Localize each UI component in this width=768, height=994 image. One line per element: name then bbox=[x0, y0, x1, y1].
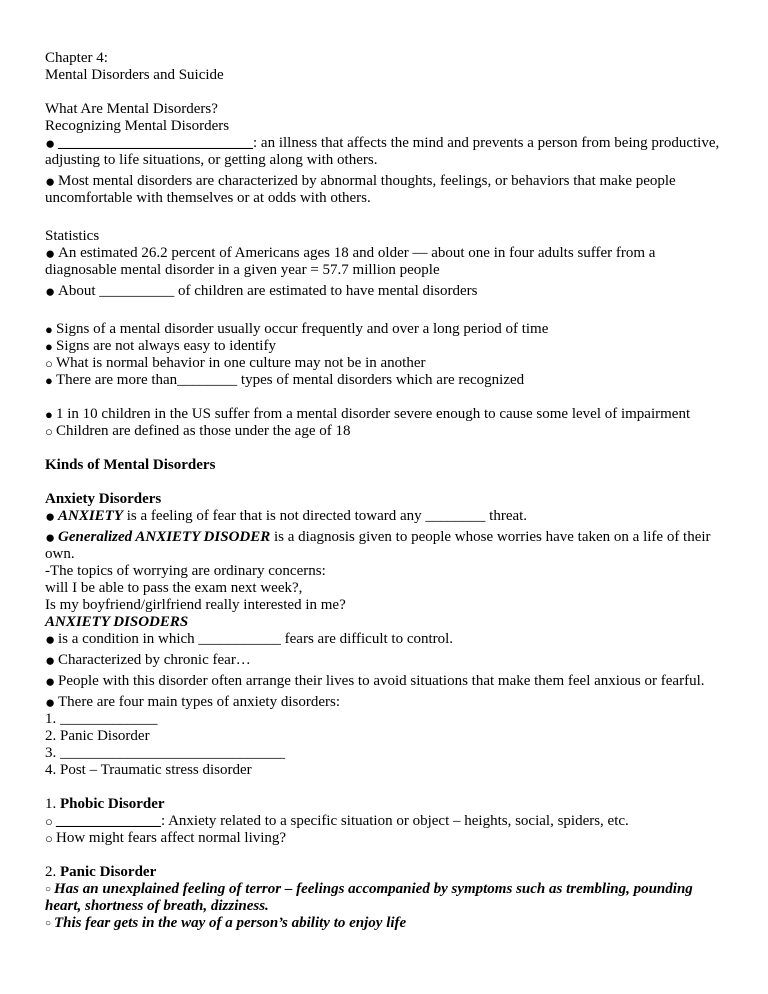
filled-bullet-icon: ● bbox=[45, 672, 56, 691]
panic-number: 2. bbox=[45, 864, 60, 880]
statistics-heading: Statistics bbox=[45, 228, 100, 244]
list-item-text: About __________ of children are estimated to have mental disorders bbox=[58, 283, 478, 299]
topic-example: will I be able to pass the exam next week?, bbox=[45, 580, 303, 596]
filled-bullet-icon: ● bbox=[45, 322, 53, 337]
filled-bullet-icon: ● bbox=[45, 507, 56, 526]
list-item-text: Characterized by chronic fear… bbox=[58, 652, 251, 668]
list-item-text: is a feeling of fear that is not directed toward any ________ threat. bbox=[123, 508, 528, 524]
filled-bullet-icon: ● bbox=[45, 407, 53, 422]
list-item bbox=[45, 652, 725, 669]
definition-blank: __________________________ bbox=[58, 135, 253, 151]
list-item-text: is a diagnosis given to people whose worries have taken on a life of their own. bbox=[45, 529, 711, 562]
filled-bullet-icon: ● bbox=[45, 528, 56, 547]
list-item-text: Most mental disorders are characterized by abnormal thoughts, feelings, or behaviors that make people uncomfortable with themselves or at odds with others. bbox=[45, 173, 676, 206]
hollow-bullet-icon: ○ bbox=[45, 814, 53, 829]
filled-bullet-icon: ● bbox=[45, 630, 56, 649]
filled-bullet-icon: ● bbox=[45, 339, 53, 354]
list-item-text: How might fears affect normal living? bbox=[56, 830, 287, 846]
topic-example: Is my boyfriend/girlfriend really interested in me? bbox=[45, 597, 346, 613]
filled-bullet-icon: ● bbox=[45, 373, 53, 388]
section-subheading: Recognizing Mental Disorders bbox=[45, 118, 230, 134]
section-heading: What Are Mental Disorders? bbox=[45, 101, 218, 117]
list-item bbox=[45, 423, 725, 440]
list-item bbox=[45, 813, 725, 830]
list-item bbox=[45, 508, 725, 525]
type-item: 1. _____________ bbox=[45, 711, 158, 727]
document-page bbox=[45, 50, 725, 932]
list-item bbox=[45, 673, 725, 690]
list-item-text: Has an unexplained feeling of terror – feelings accompanied by symptoms such as trembling, pounding heart, shortness of breath, dizziness. bbox=[45, 881, 693, 914]
anxiety-disorders-heading: ANXIETY DISODERS bbox=[45, 614, 189, 630]
panic-heading bbox=[45, 864, 725, 881]
list-item bbox=[45, 631, 725, 648]
list-item-text: Children are defined as those under the age of 18 bbox=[56, 423, 351, 439]
filled-bullet-icon: ● bbox=[45, 134, 56, 153]
chapter-title: Mental Disorders and Suicide bbox=[45, 67, 224, 83]
filled-bullet-icon: ● bbox=[45, 244, 56, 263]
list-item-text: Signs of a mental disorder usually occur frequently and over a long period of time bbox=[56, 321, 549, 337]
filled-bullet-icon: ● bbox=[45, 651, 56, 670]
hollow-bullet-icon: ○ bbox=[45, 884, 52, 895]
list-item bbox=[45, 283, 725, 300]
type-item: 3. ______________________________ bbox=[45, 745, 285, 761]
list-item-text: People with this disorder often arrange their lives to avoid situations that make them feel anxious or fearful. bbox=[58, 673, 705, 689]
anxiety-heading: Anxiety Disorders bbox=[45, 491, 162, 507]
list-item bbox=[45, 321, 725, 338]
list-item-text: 1 in 10 children in the US suffer from a mental disorder severe enough to cause some level of impairment bbox=[56, 406, 691, 422]
definition-text: : an illness that affects the mind and prevents a person from being productive, adjusting to life situations, or getting along with others. bbox=[45, 135, 720, 168]
list-item bbox=[45, 915, 725, 932]
list-item-text: There are four main types of anxiety disorders: bbox=[58, 694, 340, 710]
list-item-text: An estimated 26.2 percent of Americans ages 18 and older — about one in four adults suffer from a diagnosable mental disorder in a given year = 57.7 million people bbox=[45, 245, 656, 278]
anxiety-term: ANXIETY bbox=[58, 508, 124, 524]
type-item: 2. Panic Disorder bbox=[45, 728, 150, 744]
list-item bbox=[45, 529, 725, 563]
list-item bbox=[45, 830, 725, 847]
list-item-text: Signs are not always easy to identify bbox=[56, 338, 276, 354]
hollow-bullet-icon: ○ bbox=[45, 831, 53, 846]
topics-line: -The topics of worrying are ordinary concerns: bbox=[45, 563, 326, 579]
list-item bbox=[45, 338, 725, 355]
phobic-number: 1. bbox=[45, 796, 60, 812]
kinds-heading: Kinds of Mental Disorders bbox=[45, 457, 216, 473]
list-item-text: What is normal behavior in one culture may not be in another bbox=[56, 355, 426, 371]
chapter-label: Chapter 4: bbox=[45, 50, 108, 66]
list-item bbox=[45, 355, 725, 372]
hollow-bullet-icon: ○ bbox=[45, 918, 52, 929]
filled-bullet-icon: ● bbox=[45, 282, 56, 301]
filled-bullet-icon: ● bbox=[45, 693, 56, 712]
list-item bbox=[45, 245, 725, 279]
list-item-text: : Anxiety related to a specific situation or object – heights, social, spiders, etc. bbox=[161, 813, 629, 829]
list-item bbox=[45, 406, 725, 423]
phobic-heading bbox=[45, 796, 725, 813]
hollow-bullet-icon: ○ bbox=[45, 424, 53, 439]
list-item-text: There are more than________ types of mental disorders which are recognized bbox=[56, 372, 525, 388]
phobic-blank: ______________ bbox=[56, 813, 161, 829]
definition-item bbox=[45, 135, 725, 169]
type-item: 4. Post – Traumatic stress disorder bbox=[45, 762, 252, 778]
list-item bbox=[45, 173, 725, 207]
phobic-title: Phobic Disorder bbox=[60, 796, 165, 812]
filled-bullet-icon: ● bbox=[45, 172, 56, 191]
gad-term: Generalized ANXIETY DISODER bbox=[58, 529, 271, 545]
list-item bbox=[45, 881, 725, 915]
list-item bbox=[45, 372, 725, 389]
hollow-bullet-icon: ○ bbox=[45, 356, 53, 371]
list-item-text: This fear gets in the way of a person’s ability to enjoy life bbox=[54, 915, 407, 931]
panic-title: Panic Disorder bbox=[60, 864, 157, 880]
list-item-text: is a condition in which ___________ fears are difficult to control. bbox=[58, 631, 454, 647]
list-item bbox=[45, 694, 725, 711]
